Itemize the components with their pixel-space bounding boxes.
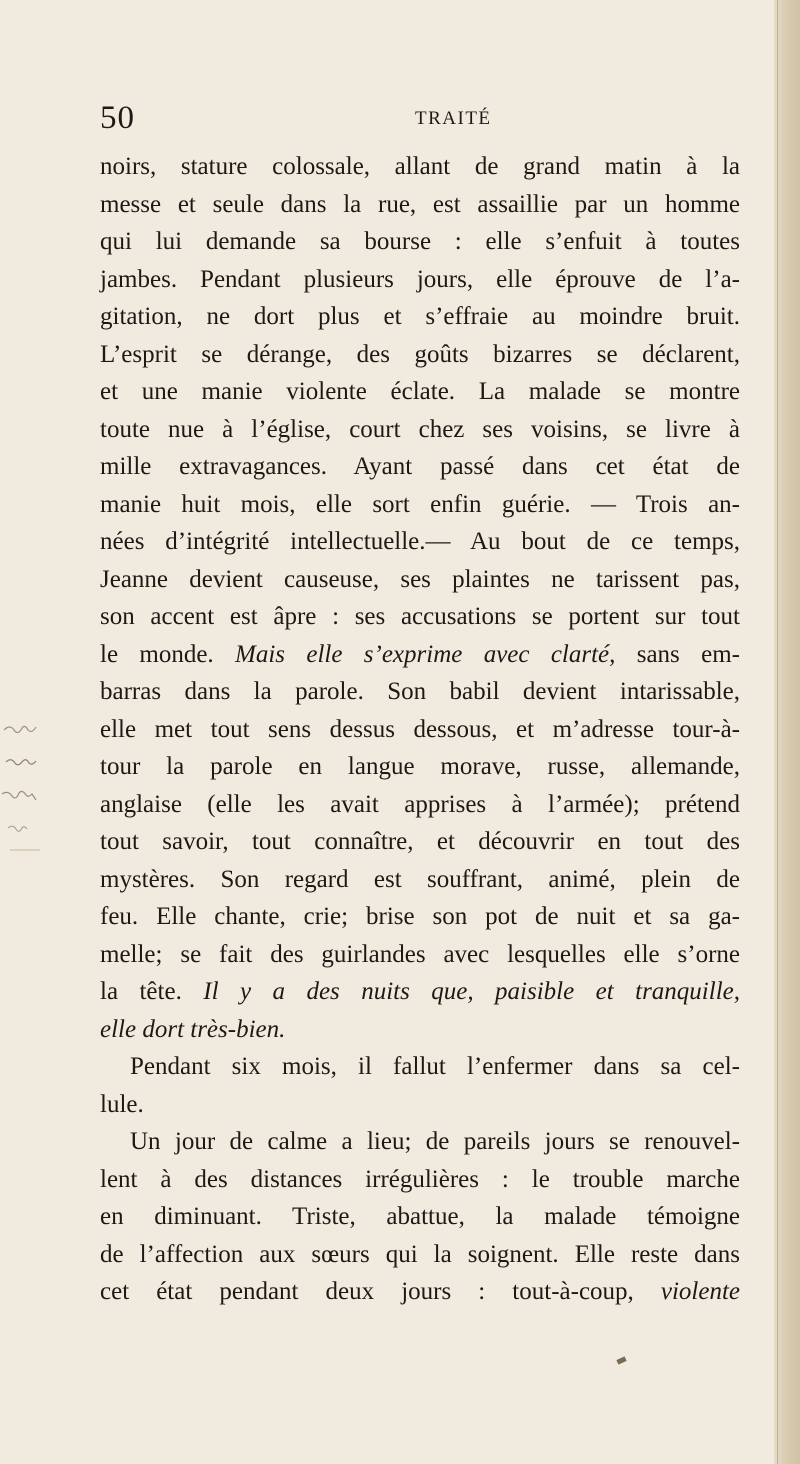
text-segment: noirs, stature colossale, allant de grand matin à la <box>100 153 740 180</box>
text-line <box>100 561 740 599</box>
page-header <box>100 100 740 140</box>
text-line <box>100 373 740 411</box>
text-segment: Un jour de calme a lieu; de pareils jours se renouvel- <box>130 1128 740 1155</box>
ink-speck <box>616 1356 626 1364</box>
text-segment: son accent est âpre : ses accusations se portent sur tout <box>100 603 740 630</box>
text-line <box>100 261 740 299</box>
text-segment: le monde. <box>100 640 236 668</box>
italic-text: Il y a des nuits que, paisible et tranquille, <box>203 978 740 1005</box>
text-line <box>100 1011 740 1049</box>
text-line <box>100 1198 740 1236</box>
text-line <box>100 1048 740 1086</box>
text-segment: en diminuant. Triste, abattue, la malade témoigne <box>100 1203 740 1230</box>
text-line <box>100 486 740 524</box>
text-line <box>100 186 740 224</box>
running-head: TRAITÉ <box>415 108 492 129</box>
italic-text: elle dort très-bien. <box>100 1015 286 1043</box>
text-segment: feu. Elle chante, crie; brise son pot de nuit et sa ga- <box>100 903 740 930</box>
text-segment: manie huit mois, elle sort enfin guérie. — Trois an- <box>100 490 740 518</box>
text-segment: toute nue à l’église, court chez ses voisins, se livre à <box>100 415 740 443</box>
text-segment: tour la parole en langue morave, russe, allemande, <box>100 753 740 780</box>
text-line <box>100 786 740 824</box>
text-line <box>100 1123 740 1161</box>
text-segment: Pendant six mois, il fallut l’enfermer dans sa cel- <box>130 1053 740 1080</box>
text-segment: de l’affection aux sœurs qui la soignent. Elle reste dans <box>100 1240 740 1268</box>
text-segment: lule. <box>100 1090 144 1118</box>
text-segment: Jeanne devient causeuse, ses plaintes ne tarissent pas, <box>100 565 740 593</box>
text-line <box>100 748 740 786</box>
text-line <box>100 936 740 974</box>
text-line <box>100 448 740 486</box>
text-segment: sans em- <box>615 640 740 668</box>
text-line <box>100 898 740 936</box>
text-line <box>100 711 740 749</box>
text-segment: L’esprit se dérange, des goûts bizarres se déclarent, <box>100 340 740 368</box>
text-segment: la tête. <box>100 978 204 1005</box>
text-segment: nées d’intégrité intellectuelle.— Au bout de ce temps, <box>100 528 740 555</box>
italic-text: Mais elle s’exprime avec clarté, <box>235 640 616 668</box>
text-line <box>100 823 740 861</box>
text-segment: lent à des distances irrégulières : le trouble marche <box>100 1165 740 1193</box>
text-line <box>100 298 740 336</box>
text-line <box>100 148 740 186</box>
italic-text: violente <box>660 1278 740 1305</box>
text-line <box>100 223 740 261</box>
text-segment: et une manie violente éclate. La malade se montre <box>100 378 740 405</box>
text-line <box>100 1273 740 1311</box>
text-segment: barras dans la parole. Son babil devient intarissable, <box>100 678 740 705</box>
text-segment: anglaise (elle les avait apprises à l’armée); prétend <box>100 790 740 818</box>
text-segment: messe et seule dans la rue, est assaillie par un homme <box>100 190 740 218</box>
page-number: 50 <box>100 100 135 136</box>
text-line <box>100 1086 740 1124</box>
text-segment: melle; se fait des guirlandes avec lesquelles elle s’orne <box>100 940 740 968</box>
text-line <box>100 861 740 899</box>
page-edge-line <box>777 0 778 1464</box>
text-segment: cet état pendant deux jours : tout-à-coup, <box>100 1278 661 1305</box>
body-text <box>100 148 740 1311</box>
text-segment: gitation, ne dort plus et s’effraie au moindre bruit. <box>100 303 740 330</box>
text-segment: tout savoir, tout connaître, et découvrir en tout des <box>100 828 740 855</box>
text-segment: qui lui demande sa bourse : elle s’enfuit à toutes <box>100 228 740 255</box>
text-line <box>100 336 740 374</box>
text-line <box>100 523 740 561</box>
text-segment: mille extravagances. Ayant passé dans cet état de <box>100 453 740 480</box>
text-line <box>100 1161 740 1199</box>
text-line <box>100 411 740 449</box>
text-segment: mystères. Son regard est souffrant, animé, plein de <box>100 865 740 893</box>
text-line <box>100 673 740 711</box>
text-line <box>100 1236 740 1274</box>
text-line <box>100 636 740 674</box>
text-segment: jambes. Pendant plusieurs jours, elle éprouve de l’a- <box>100 265 740 293</box>
text-segment: elle met tout sens dessus dessous, et m’adresse tour-à- <box>100 715 740 743</box>
margin-bleed-through <box>0 700 60 900</box>
text-line <box>100 598 740 636</box>
text-line <box>100 973 740 1011</box>
